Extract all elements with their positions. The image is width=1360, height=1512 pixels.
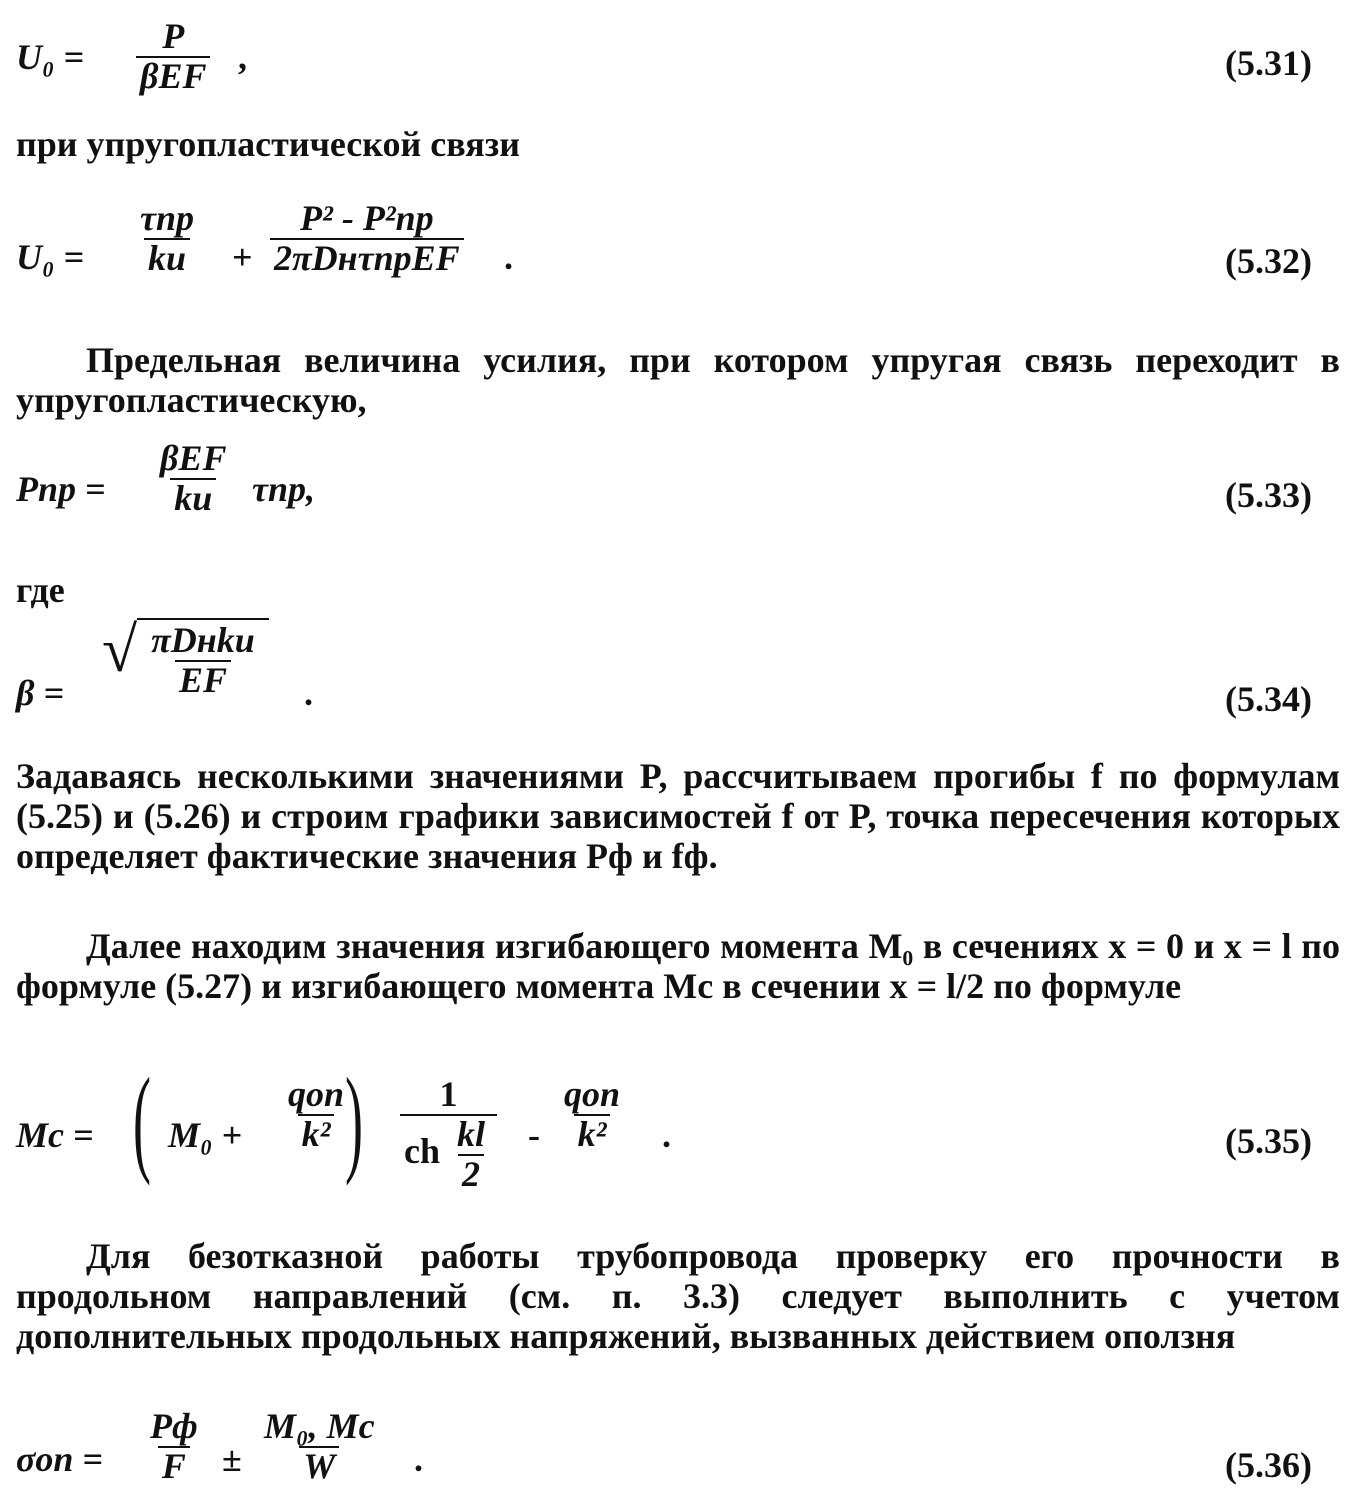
fraction-numerator: τпр: [140, 198, 194, 238]
equation-number: (5.33): [1225, 475, 1312, 515]
paragraph-reliability: Для безотказной работы трубопровода проверку его прочности в продольном направлений (см. п. 3.3) следует выполнить с учетом дополнительных продольных напряжений, вызванных действием оползня: [16, 1236, 1340, 1356]
paragraph-values: Задаваясь несколькими значениями P, рассчитываем прогибы f по формулам (5.25) и (5.26) и строим графики зависимостей f от P, точка пересечения которых определяет фактические значения Pф и fф.: [16, 756, 1340, 876]
eq-fraction: [132, 18, 214, 96]
paragraph-elastoplastic: при упругопластической связи: [16, 124, 520, 164]
eq-trailing-punct: .: [414, 1439, 423, 1479]
text-where: где: [16, 570, 65, 610]
sqrt-expression: [102, 614, 269, 700]
ch-function: ch: [404, 1130, 440, 1171]
equation-number: (5.35): [1225, 1121, 1312, 1161]
left-paren: (: [132, 1053, 151, 1186]
eq-fraction-1: [132, 200, 202, 278]
equation-5-34: [16, 614, 1336, 728]
equation-5-31: [16, 18, 1336, 98]
eq-lhs: β =: [16, 673, 64, 713]
sqrt-icon: √: [102, 614, 138, 685]
fraction-denominator: W: [299, 1446, 339, 1486]
eq-trailing-punct: .: [662, 1115, 671, 1155]
p-over-f-fraction: [142, 1408, 206, 1486]
eq-lhs: U₀ =: [16, 37, 85, 77]
fraction-denominator: [400, 1114, 497, 1194]
fraction-denominator: k²: [574, 1114, 611, 1154]
fraction-denominator: k²: [298, 1114, 335, 1154]
equation-number: (5.36): [1225, 1445, 1312, 1485]
right-paren: ): [344, 1053, 363, 1186]
eq-trailing-punct: .: [504, 237, 513, 277]
equation-number: (5.31): [1225, 43, 1312, 83]
plus-sign: +: [232, 237, 253, 277]
eq-lhs: σоп =: [16, 1439, 103, 1479]
fraction-numerator: M₀, Mc: [264, 1406, 375, 1446]
paragraph-moment: Далее находим значения изгибающего момента M₀ в сечениях x = 0 и x = l по формуле (5.27) и изгибающего момента Mc в сечении x = l/2 по формуле: [16, 926, 1340, 1006]
plus-minus-sign: ±: [222, 1439, 242, 1479]
fraction-numerator: P² - P²пр: [300, 198, 434, 238]
equation-number: (5.32): [1225, 241, 1312, 281]
fraction-denominator: kи: [170, 478, 216, 518]
eq-trailing-punct: .: [304, 673, 313, 713]
q2-fraction: [556, 1076, 628, 1154]
equation-number: (5.34): [1225, 679, 1312, 719]
minus-sign: -: [528, 1115, 540, 1155]
eq-trailing-punct: ,: [238, 37, 247, 77]
fraction-denominator: EF: [175, 660, 231, 700]
fraction-numerator: qоп: [564, 1074, 621, 1114]
eq-lhs: Pпр =: [16, 469, 106, 509]
equation-5-36: [16, 1408, 1336, 1508]
m-over-w-fraction: [256, 1408, 383, 1486]
paragraph-limit-force: Предельная величина усилия, при котором упругая связь переходит в упругопластическую,: [16, 340, 1340, 420]
kl-denominator: 2: [458, 1154, 484, 1194]
fraction-numerator: qоп: [288, 1074, 345, 1114]
fraction-denominator: F: [158, 1446, 190, 1486]
fraction-denominator: kи: [144, 238, 190, 278]
fraction-denominator: 2πDнτпрEF: [270, 238, 464, 278]
eq-fraction: [152, 440, 234, 518]
eq-fraction-2: [266, 200, 468, 278]
kl-numerator: kl: [457, 1113, 486, 1154]
equation-5-35: [16, 1053, 1336, 1210]
fraction-numerator: Pф: [150, 1406, 198, 1446]
m0-term: M₀ +: [168, 1115, 243, 1155]
equation-5-32: [16, 190, 1336, 320]
eq-lhs: Mc =: [16, 1115, 94, 1155]
q-fraction: [280, 1076, 352, 1154]
fraction-denominator: βEF: [136, 56, 210, 96]
fraction-numerator: P: [162, 16, 185, 56]
one-over-ch-fraction: [396, 1076, 501, 1193]
fraction-numerator: βEF: [160, 438, 227, 478]
fraction-numerator: πDнkи: [151, 620, 255, 660]
eq-rhs: τпр,: [252, 469, 315, 509]
eq-lhs: U₀ =: [16, 237, 85, 277]
fraction-numerator: 1: [439, 1074, 458, 1114]
equation-5-33: [16, 440, 1336, 540]
